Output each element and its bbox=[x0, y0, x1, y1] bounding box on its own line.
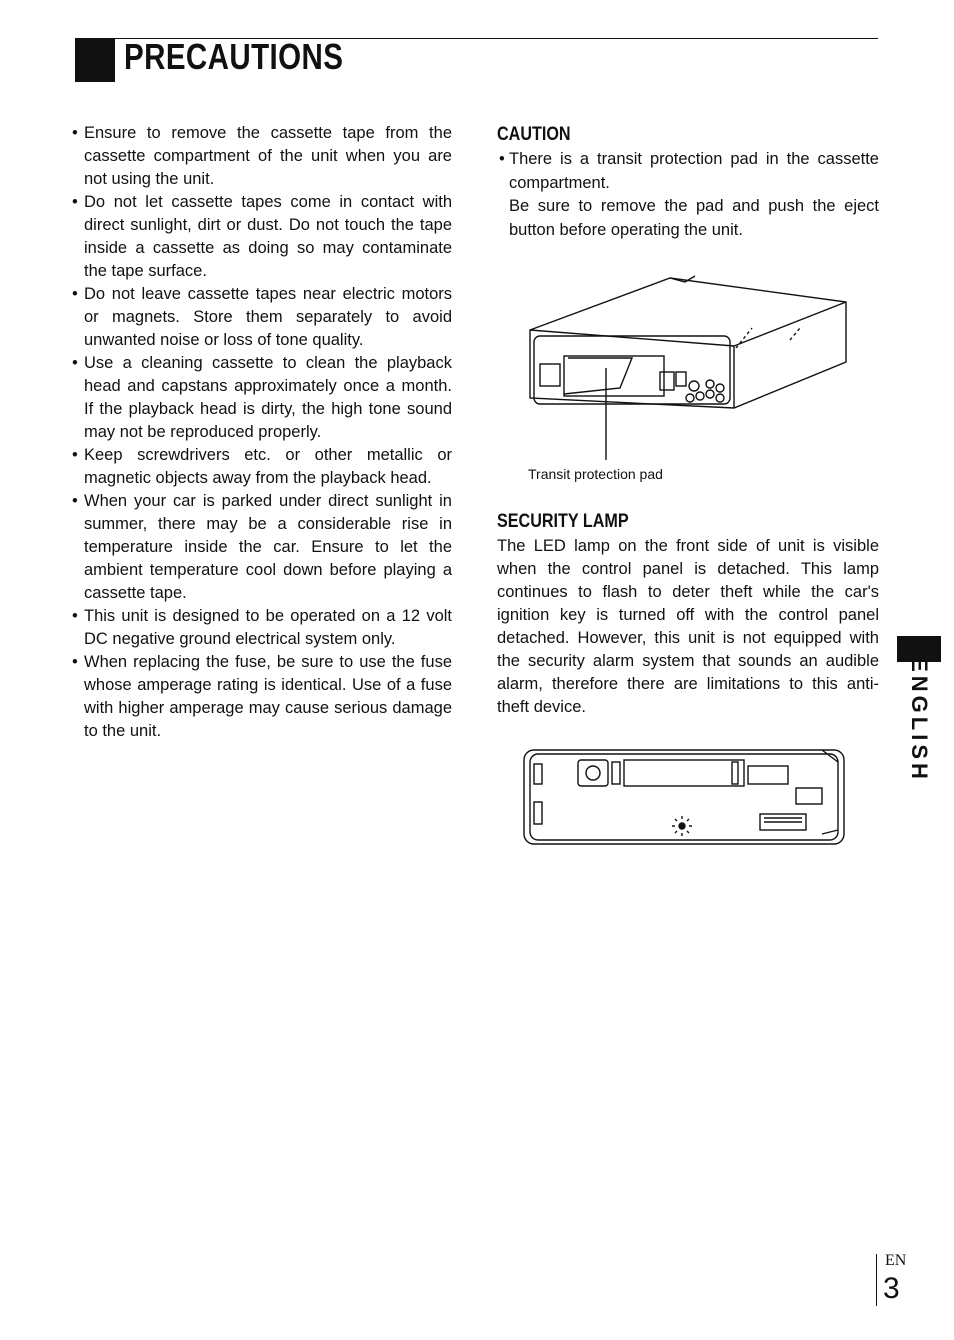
list-item: • Do not leave cassette tapes near electric motors or magnets. Store them separately to avoid unwanted noise or loss of tone quality. bbox=[72, 283, 452, 352]
list-item: • Keep screwdrivers etc. or other metallic or magnetic objects away from the playback head. bbox=[72, 444, 452, 490]
security-section bbox=[497, 509, 879, 719]
list-item: • Use a cleaning cassette to clean the playback head and capstans approximately once a month. If the playback head is dirty, the high tone sound may not be reproduced properly. bbox=[72, 352, 452, 444]
security-text: The LED lamp on the front side of unit is visible when the control panel is detached. This lamp continues to flash to deter theft while the car's ignition key is turned off with the control panel detached. However, this unit is not equipped with the security alarm system that sounds an audible alarm, therefore there are limitations to this anti-theft device. bbox=[497, 537, 879, 716]
header-block bbox=[75, 38, 115, 82]
caution-heading: CAUTION bbox=[497, 124, 571, 145]
list-item: • Ensure to remove the cassette tape from the cassette compartment of the unit when you are not using the unit. bbox=[72, 122, 452, 191]
caution-text: Be sure to remove the pad and push the eject button before operating the unit. bbox=[509, 197, 879, 239]
precautions-list-column bbox=[72, 122, 452, 743]
cassette-unit-illustration bbox=[520, 268, 860, 468]
page-number: 3 bbox=[883, 1272, 900, 1305]
list-item: • This unit is designed to be operated on a 12 volt DC negative ground electrical system only. bbox=[72, 605, 452, 651]
list-item: • When your car is parked under direct sunlight in summer, there may be a considerable rise in temperature inside the car. Ensure to let the ambient temperature cool down before playing a cassette tape. bbox=[72, 490, 452, 605]
front-panel-illustration bbox=[522, 748, 847, 848]
list-item: • When replacing the fuse, be sure to use the fuse whose amperage rating is identical. Use of a fuse with higher amperage may cause serious damage to the unit. bbox=[72, 651, 452, 743]
security-heading: SECURITY LAMP bbox=[497, 511, 629, 532]
page-number-rule bbox=[876, 1254, 877, 1306]
precautions-list bbox=[72, 122, 452, 743]
language-tab-label: ENGLISH bbox=[907, 657, 932, 783]
caution-bullet: • There is a transit protection pad in the cassette compartment. bbox=[497, 148, 879, 195]
list-item: • Do not let cassette tapes come in contact with direct sunlight, dirt or dust. Do not touch the tape inside a cassette as doing so may contaminate the tape surface. bbox=[72, 191, 452, 283]
page-title: PRECAUTIONS bbox=[124, 36, 344, 77]
caution-section bbox=[497, 122, 879, 242]
figure-caption: Transit protection pad bbox=[528, 466, 663, 482]
page-language: EN bbox=[885, 1252, 907, 1269]
